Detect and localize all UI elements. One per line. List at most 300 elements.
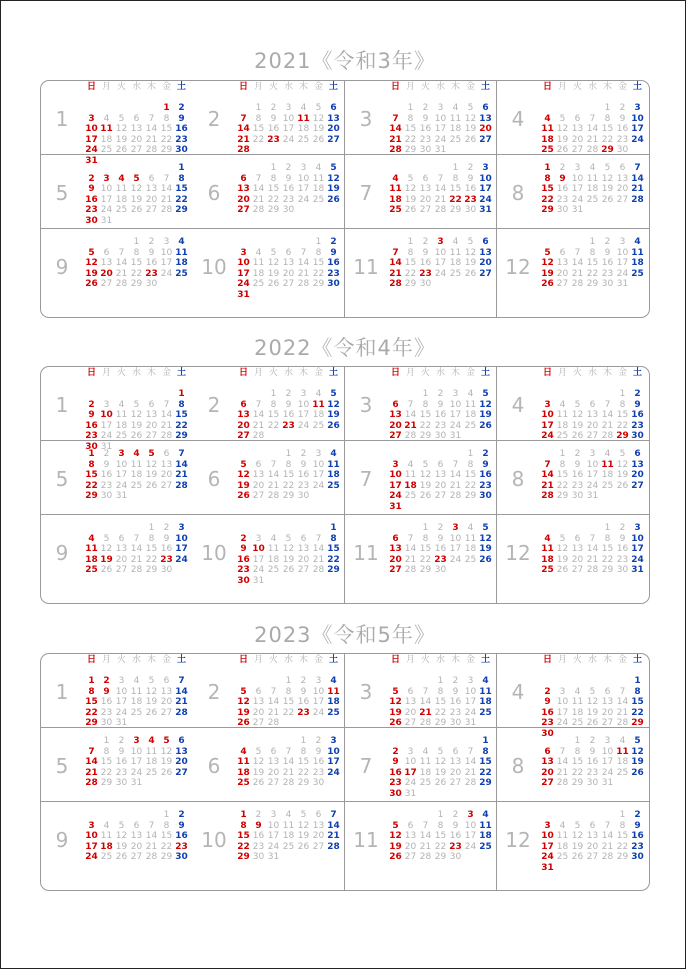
day-cell: 3 (103, 399, 110, 410)
day-cell (251, 290, 266, 301)
day-cell: 13 (419, 184, 432, 194)
day-cell (99, 389, 114, 400)
day-cell (388, 736, 403, 747)
day-cell: 24 (541, 852, 554, 862)
day-cell: 16 (479, 470, 492, 480)
day-grid (540, 163, 645, 216)
day-cell: 11 (327, 686, 340, 697)
day-cell: 31 (541, 862, 554, 873)
day-cell: 14 (85, 757, 98, 767)
day-cell: 5 (285, 533, 292, 544)
day-cell (388, 237, 403, 248)
day-cell: 13 (237, 184, 250, 194)
month-cell-8 (497, 728, 650, 802)
day-cell: 10 (464, 686, 477, 697)
day-cell (463, 502, 478, 513)
day-cell: 30 (175, 145, 188, 155)
day-cell: 8 (437, 820, 444, 831)
day-cell: 31 (404, 788, 417, 799)
day-cell (144, 718, 159, 729)
day-cell: 25 (419, 778, 432, 788)
day-cell: 27 (434, 491, 447, 501)
day-cell: 20 (419, 194, 432, 205)
day-cell: 21 (601, 420, 614, 431)
day-cell: 1 (467, 449, 474, 459)
day-cell (129, 216, 144, 227)
day-cell (99, 103, 114, 114)
day-cell (84, 736, 99, 747)
weekday-label: 火 (420, 368, 430, 378)
day-cell: 14 (115, 258, 128, 268)
day-cell: 1 (407, 103, 414, 113)
day-cell (251, 145, 266, 156)
day-cell: 20 (327, 124, 340, 134)
day-cell: 19 (267, 268, 280, 279)
day-cell (555, 863, 570, 874)
day-cell: 26 (327, 194, 340, 205)
day-cell (281, 145, 296, 156)
day-cell: 6 (118, 533, 125, 544)
day-cell: 18 (419, 767, 432, 778)
day-cell: 9 (270, 113, 277, 124)
day-cell: 31 (631, 565, 644, 575)
day-cell: 2 (270, 103, 277, 113)
day-cell: 11 (130, 686, 143, 697)
day-cell: 22 (631, 707, 644, 718)
day-cell: 15 (85, 697, 98, 707)
day-cell (418, 810, 433, 821)
day-cell: 9 (300, 686, 307, 697)
day-cell (251, 163, 266, 174)
day-cell: 5 (315, 103, 322, 113)
day-cell: 26 (616, 480, 629, 491)
day-cell (236, 523, 251, 534)
day-cell: 24 (631, 554, 644, 565)
day-cell: 10 (541, 410, 554, 420)
day-cell: 15 (175, 410, 188, 420)
day-cell: 5 (255, 746, 262, 757)
day-cell: 13 (479, 247, 492, 258)
day-cell: 24 (327, 767, 340, 778)
day-cell: 2 (452, 676, 459, 686)
day-cell: 26 (389, 718, 402, 728)
day-cell: 31 (85, 155, 98, 166)
day-cell: 27 (145, 431, 158, 441)
day-grid (388, 237, 493, 290)
day-cell: 7 (133, 533, 140, 544)
day-cell: 15 (267, 410, 280, 420)
day-cell: 1 (285, 676, 292, 686)
day-cell (540, 237, 555, 248)
day-cell: 10 (115, 459, 128, 470)
day-cell: 28 (175, 480, 188, 491)
day-cell: 3 (437, 103, 444, 113)
weekday-label: 水 (283, 655, 293, 665)
day-cell (585, 523, 600, 534)
day-cell: 15 (282, 470, 295, 480)
day-cell (326, 491, 341, 502)
day-cell: 12 (130, 410, 143, 420)
day-cell: 23 (327, 268, 340, 279)
day-cell (144, 216, 159, 227)
day-cell: 20 (282, 268, 295, 279)
day-cell: 19 (464, 258, 477, 268)
day-cell (630, 778, 645, 789)
day-cell: 5 (270, 247, 277, 258)
day-cell: 10 (434, 113, 447, 124)
day-cell: 26 (115, 852, 128, 862)
day-cell: 6 (544, 746, 551, 757)
day-grid (388, 736, 493, 799)
day-cell: 15 (434, 697, 447, 707)
day-cell: 8 (163, 820, 170, 831)
day-cell: 4 (88, 533, 95, 544)
day-cell: 22 (282, 480, 295, 491)
month-number: 5 (55, 754, 69, 778)
month-cell-8 (497, 441, 650, 515)
weekday-label: 火 (116, 368, 126, 378)
day-cell: 16 (434, 544, 447, 554)
day-cell: 16 (175, 831, 188, 841)
day-cell: 10 (100, 184, 113, 194)
day-cell: 27 (297, 565, 310, 575)
day-cell: 29 (601, 565, 614, 575)
day-cell: 12 (85, 258, 98, 268)
month-number: 2 (207, 107, 221, 131)
day-cell: 9 (619, 113, 626, 124)
day-cell: 24 (571, 194, 584, 205)
day-cell: 23 (282, 420, 295, 431)
day-cell: 9 (118, 746, 125, 757)
day-cell (174, 718, 189, 729)
day-cell: 10 (556, 697, 569, 707)
day-cell: 9 (452, 686, 459, 697)
day-cell: 4 (452, 103, 459, 113)
day-cell: 26 (100, 565, 113, 575)
day-cell: 16 (556, 184, 569, 194)
day-cell: 4 (634, 237, 641, 247)
day-cell: 1 (407, 237, 414, 247)
day-cell: 30 (100, 718, 113, 728)
day-cell: 29 (571, 778, 584, 788)
day-cell: 2 (422, 103, 429, 113)
day-cell: 9 (604, 247, 611, 258)
day-cell: 2 (118, 736, 125, 746)
day-cell: 11 (85, 544, 98, 554)
day-cell: 9 (437, 533, 444, 544)
day-cell: 23 (419, 268, 432, 279)
day-grid (84, 676, 189, 729)
day-cell: 14 (464, 757, 477, 767)
day-cell (418, 789, 433, 800)
day-cell: 11 (631, 247, 644, 258)
day-cell: 3 (118, 676, 125, 686)
day-cell: 26 (237, 491, 250, 501)
day-cell: 30 (616, 145, 629, 155)
day-cell: 16 (631, 831, 644, 841)
day-grid (84, 237, 189, 290)
month-cell-1 (41, 81, 193, 166)
day-cell: 11 (115, 184, 128, 194)
day-cell: 2 (103, 676, 110, 686)
day-cell: 16 (267, 124, 280, 134)
day-cell (448, 449, 463, 460)
day-cell: 21 (616, 707, 629, 718)
day-cell: 27 (252, 491, 265, 501)
day-cell: 22 (586, 268, 599, 279)
day-cell: 31 (601, 778, 614, 788)
day-cell: 28 (404, 565, 417, 575)
day-cell: 16 (419, 124, 432, 134)
weekday-label: 土 (632, 368, 642, 378)
day-cell: 14 (160, 410, 173, 420)
day-cell: 2 (544, 686, 551, 697)
day-cell: 6 (103, 247, 110, 258)
day-cell: 4 (103, 113, 110, 124)
day-cell: 24 (297, 194, 310, 205)
month-number: 8 (511, 181, 525, 205)
day-cell: 26 (130, 431, 143, 441)
day-cell: 24 (449, 554, 462, 565)
day-cell: 5 (133, 399, 140, 410)
day-cell: 15 (160, 831, 173, 841)
weekday-label: 木 (602, 655, 612, 665)
day-cell: 8 (88, 686, 95, 697)
day-cell: 20 (586, 841, 599, 852)
day-cell (600, 676, 615, 687)
day-cell: 2 (88, 173, 95, 184)
day-cell: 3 (407, 746, 414, 757)
day-cell: 13 (297, 544, 310, 554)
day-cell: 24 (449, 420, 462, 431)
day-cell: 18 (464, 544, 477, 554)
day-cell: 24 (556, 718, 569, 728)
day-cell (463, 279, 478, 290)
month-number: 1 (55, 107, 69, 131)
day-cell: 11 (479, 820, 492, 831)
day-cell: 29 (586, 279, 599, 289)
day-cell: 20 (571, 554, 584, 565)
day-cell: 11 (175, 247, 188, 258)
day-cell: 5 (330, 389, 337, 399)
day-cell: 23 (175, 134, 188, 145)
day-cell: 23 (631, 420, 644, 431)
day-cell: 9 (634, 820, 641, 831)
day-cell: 30 (115, 778, 128, 788)
day-cell (585, 676, 600, 687)
day-cell: 28 (282, 778, 295, 788)
weekday-label: 火 (572, 655, 582, 665)
day-grid (236, 736, 341, 789)
day-cell: 25 (464, 420, 477, 431)
weekday-label: 月 (253, 368, 263, 378)
day-cell: 1 (270, 163, 277, 173)
day-cell (326, 205, 341, 216)
day-cell: 20 (130, 841, 143, 852)
day-cell: 25 (449, 134, 462, 145)
day-cell: 21 (404, 420, 417, 431)
month-cell-4 (497, 81, 650, 155)
day-cell: 24 (297, 420, 310, 431)
day-cell: 5 (407, 173, 414, 184)
day-cell: 5 (240, 686, 247, 697)
day-cell (144, 389, 159, 400)
day-cell: 11 (282, 820, 295, 831)
day-cell: 22 (404, 268, 417, 279)
month-number: 2 (207, 393, 221, 417)
day-cell: 15 (130, 258, 143, 268)
day-cell: 7 (407, 533, 414, 544)
day-cell (555, 810, 570, 821)
day-cell: 18 (115, 420, 128, 431)
day-cell: 14 (145, 831, 158, 841)
day-cell: 4 (133, 449, 140, 459)
day-cell: 3 (300, 389, 307, 399)
day-cell: 9 (285, 399, 292, 410)
day-cell (129, 523, 144, 534)
day-cell: 26 (327, 420, 340, 431)
day-cell: 17 (100, 194, 113, 205)
day-cell (296, 237, 311, 248)
day-cell: 1 (300, 736, 307, 746)
day-cell: 14 (237, 124, 250, 134)
day-cell: 15 (282, 697, 295, 707)
month-number: 9 (55, 828, 69, 852)
day-cell: 14 (327, 820, 340, 831)
weekday-label: 木 (298, 368, 308, 378)
month-cell-5 (41, 441, 193, 515)
day-cell: 19 (586, 707, 599, 718)
day-cell: 26 (237, 718, 250, 728)
day-cell: 10 (267, 820, 280, 831)
day-cell: 4 (619, 736, 626, 746)
day-cell: 19 (571, 420, 584, 431)
day-cell (448, 279, 463, 290)
day-cell: 3 (452, 389, 459, 399)
day-cell: 13 (586, 410, 599, 420)
day-cell: 8 (270, 399, 277, 410)
day-cell (540, 389, 555, 400)
day-cell: 19 (130, 194, 143, 205)
day-cell: 25 (100, 145, 113, 155)
day-cell: 15 (85, 470, 98, 480)
weekday-label: 火 (420, 655, 430, 665)
day-cell: 8 (604, 533, 611, 544)
weekday-label: 土 (328, 655, 338, 665)
day-cell: 1 (422, 523, 429, 533)
day-cell: 28 (389, 145, 402, 155)
day-cell (418, 676, 433, 687)
day-cell: 22 (160, 841, 173, 852)
day-cell: 17 (327, 757, 340, 767)
day-cell (555, 389, 570, 400)
day-cell: 6 (148, 173, 155, 184)
weekday-label: 水 (587, 368, 597, 378)
day-cell: 20 (434, 480, 447, 491)
day-cell: 10 (616, 247, 629, 258)
day-cell: 14 (312, 544, 325, 554)
day-cell: 31 (616, 279, 629, 289)
month-number: 9 (55, 541, 69, 565)
day-cell: 28 (175, 707, 188, 718)
day-cell: 18 (556, 420, 569, 431)
day-cell: 15 (479, 757, 492, 767)
day-grid (540, 389, 645, 442)
day-cell: 17 (541, 420, 554, 431)
day-cell: 19 (237, 480, 250, 491)
weekday-label: 水 (131, 82, 141, 92)
weekday-label: 月 (253, 82, 263, 92)
month-cell-4 (497, 367, 650, 441)
day-cell: 23 (160, 554, 173, 565)
day-cell: 26 (464, 268, 477, 279)
day-cell: 31 (100, 441, 113, 452)
day-cell: 27 (616, 194, 629, 205)
day-cell: 12 (434, 757, 447, 767)
day-cell: 29 (616, 852, 629, 862)
day-cell: 10 (85, 124, 98, 134)
day-cell (236, 676, 251, 687)
day-cell: 29 (464, 491, 477, 501)
day-cell: 3 (285, 103, 292, 113)
day-cell: 31 (115, 718, 128, 728)
day-cell: 7 (422, 686, 429, 697)
day-cell: 29 (631, 718, 644, 728)
day-cell: 21 (145, 841, 158, 852)
day-cell: 4 (559, 399, 566, 410)
day-cell: 1 (163, 810, 170, 820)
day-cell (418, 736, 433, 747)
day-cell: 11 (601, 459, 614, 470)
day-cell: 26 (464, 134, 477, 145)
day-cell: 29 (160, 145, 173, 155)
day-cell: 1 (604, 103, 611, 113)
day-cell (114, 103, 129, 114)
day-cell: 3 (255, 533, 262, 544)
day-cell: 4 (467, 389, 474, 399)
day-cell: 20 (297, 554, 310, 565)
day-cell: 9 (178, 113, 185, 124)
day-cell: 17 (160, 258, 173, 268)
day-cell (251, 736, 266, 747)
day-cell: 5 (88, 247, 95, 258)
weekday-label: 木 (298, 655, 308, 665)
day-cell: 15 (404, 124, 417, 134)
day-cell (326, 290, 341, 301)
day-cell: 17 (115, 470, 128, 480)
day-cell: 8 (589, 247, 596, 258)
day-cell: 27 (160, 480, 173, 491)
day-cell: 12 (327, 173, 340, 184)
day-cell: 12 (616, 459, 629, 470)
day-cell: 26 (571, 431, 584, 441)
day-cell: 25 (631, 268, 644, 279)
day-cell: 5 (437, 746, 444, 757)
day-cell: 23 (175, 841, 188, 852)
day-cell (388, 810, 403, 821)
day-cell: 2 (634, 810, 641, 820)
day-cell (418, 449, 433, 460)
day-cell: 23 (419, 134, 432, 145)
month-number: 7 (359, 754, 373, 778)
day-cell: 22 (479, 767, 492, 778)
day-cell: 23 (616, 554, 629, 565)
month-cell-4 (497, 654, 650, 739)
weekday-label: 火 (572, 368, 582, 378)
day-cell (555, 523, 570, 534)
day-cell: 10 (282, 113, 295, 124)
day-cell: 20 (404, 841, 417, 852)
